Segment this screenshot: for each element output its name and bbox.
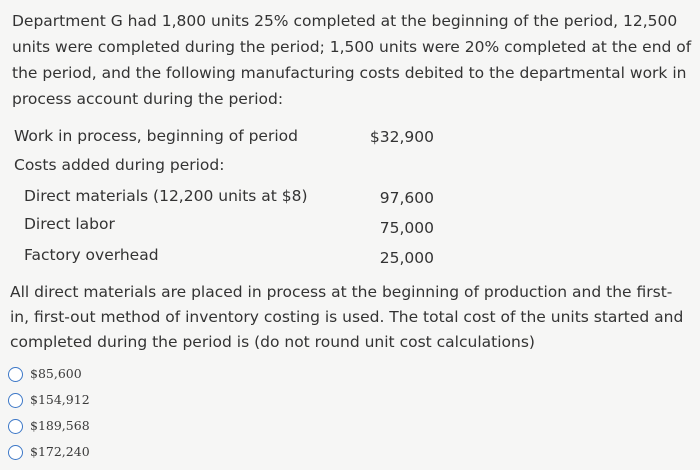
direct-materials-label: Direct materials (12,200 units at $8) — [24, 187, 308, 205]
factory-overhead-label: Factory overhead — [24, 246, 159, 264]
direct-labor-label: Direct labor — [24, 215, 115, 233]
radio-button[interactable] — [8, 445, 23, 460]
radio-button[interactable] — [8, 393, 23, 408]
problem-intro: Department G had 1,800 units 25% completed at the beginning of the period, 12,500 units were completed during the period; 1,500 units were 20% completed at the end of the period, and the following manufacturing costs debited to the departmental work in process account during the period: — [12, 12, 692, 108]
option-label: $172,240 — [30, 444, 90, 459]
direct-labor-amount: 75,000 — [379, 219, 434, 237]
radio-button[interactable] — [8, 367, 23, 382]
question-text: All direct materials are placed in process at the beginning of production and the first-in, first-out method of inventory costing is used. The total cost of the units started and completed during the period is (do not round unit cost calculations) — [10, 283, 684, 351]
wip-beginning-label: Work in process, beginning of period — [14, 127, 298, 145]
direct-materials-amount: 97,600 — [379, 189, 434, 207]
factory-overhead-amount: 25,000 — [379, 249, 434, 267]
costs-added-heading: Costs added during period: — [14, 156, 225, 174]
answer-option-1[interactable] — [8, 366, 82, 382]
option-label: $189,568 — [30, 418, 90, 433]
radio-button[interactable] — [8, 419, 23, 434]
answer-option-2[interactable] — [8, 392, 90, 408]
option-label: $85,600 — [30, 366, 82, 381]
option-label: $154,912 — [30, 392, 90, 407]
answer-option-4[interactable] — [8, 444, 90, 460]
answer-option-3[interactable] — [8, 418, 90, 434]
wip-beginning-amount: $32,900 — [369, 128, 434, 146]
